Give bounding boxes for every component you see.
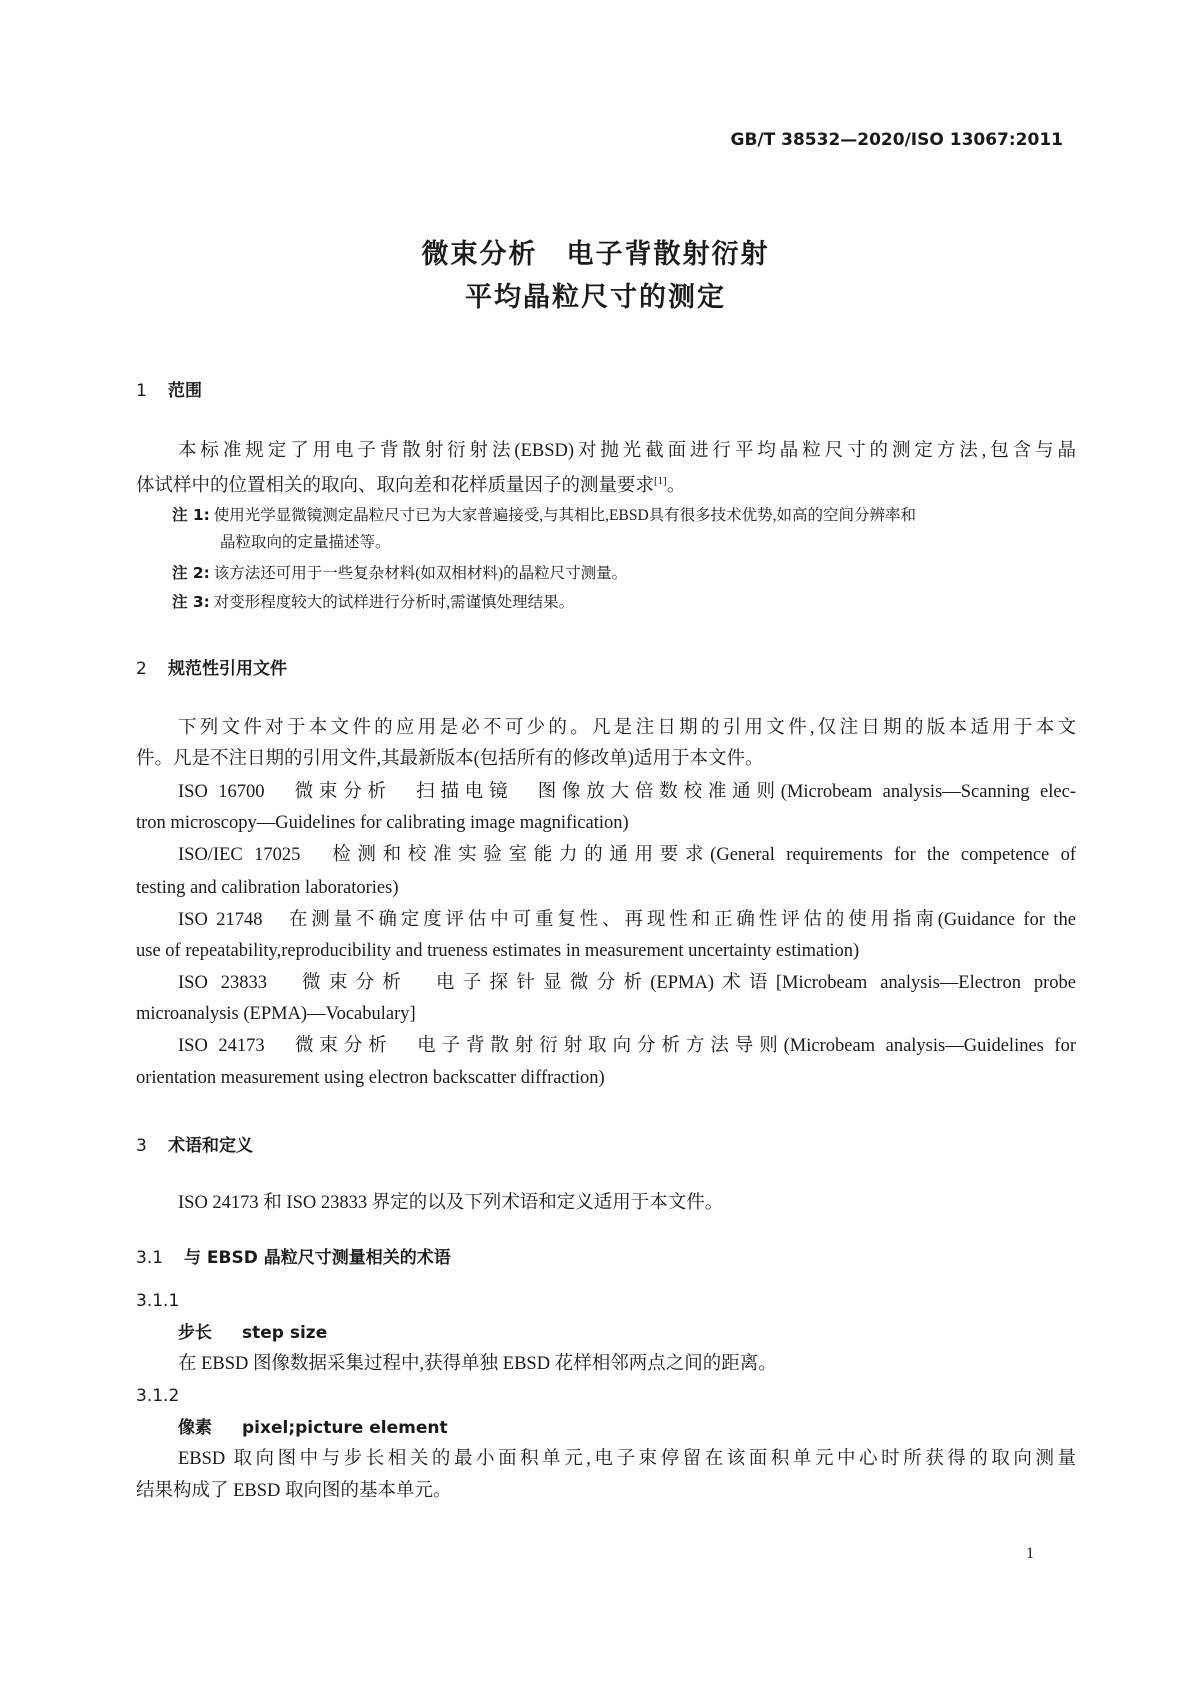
reference-iso-16700-cont: tron microscopy—Guidelines for calibrating image magnification) [136,813,629,833]
note-label: 注 1: [172,506,210,524]
note-label: 注 3: [172,593,210,611]
term-step-size [178,1321,327,1345]
section-number: 2 [136,659,147,679]
reference-iso-24173-cont: orientation measurement using electron backscatter diffraction) [136,1068,605,1088]
note-1 [172,503,916,528]
term-definition: 在 EBSD 图像数据采集过程中,获得单独 EBSD 花样相邻两点之间的距离。 [178,1354,777,1374]
normative-intro-line: 件。凡是不注日期的引用文件,其最新版本(包括所有的修改单)适用于本文件。 [136,749,764,769]
section-1-heading [136,376,202,401]
scope-paragraph-text: 体试样中的位置相关的取向、取向差和花样质量因子的测量要求 [136,476,655,497]
section-3-heading [136,1131,253,1156]
term-en: pixel;picture element [242,1418,448,1438]
term-definition-cont: 结果构成了 EBSD 取向图的基本单元。 [136,1481,452,1501]
scope-paragraph-end: 。 [666,476,686,497]
term-definition: EBSD 取向图中与步长相关的最小面积单元,电子束停留在该面积单元中心时所获得的取向测量 [178,1449,1076,1469]
term-zh: 像素 [178,1418,212,1438]
page-number: 1 [1026,1545,1034,1562]
scope-paragraph-line: 本标准规定了用电子背散射衍射法(EBSD)对抛光截面进行平均晶粒尺寸的测定方法,包含与晶 [178,441,1076,461]
reference-marker: [1] [654,475,667,487]
reference-iso-iec-17025-cont: testing and calibration laboratories) [136,878,399,898]
reference-iso-21748: ISO 21748 在测量不确定度评估中可重复性、再现性和正确性评估的使用指南(Guidance for the [178,910,1076,930]
subsection-number: 3.1 [136,1248,164,1268]
reference-iso-21748-cont: use of repeatability,reproducibility and trueness estimates in measurement uncertainty estimation) [136,941,860,961]
title-line-1: 微束分析 电子背散射衍射 [421,239,770,270]
section-title: 规范性引用文件 [168,659,287,679]
reference-iso-16700: ISO 16700 微束分析 扫描电镜 图像放大倍数校准通则(Microbeam analysis—Scanning elec- [178,782,1076,802]
note-text: 使用光学显微镜测定晶粒尺寸已为大家普遍接受,与其相比,EBSD具有很多技术优势,如高的空间分辨率和 [213,507,917,524]
reference-iso-24173: ISO 24173 微束分析 电子背散射衍射取向分析方法导则(Microbeam analysis—Guidelines for [178,1036,1076,1056]
subsection-3-1-heading [136,1243,451,1268]
term-pixel [178,1416,448,1440]
subsection-title: 与 EBSD 晶粒尺寸测量相关的术语 [184,1248,451,1268]
reference-iso-iec-17025: ISO/IEC 17025 检测和校准实验室能力的通用要求(General requirements for the competence of [178,845,1076,865]
section-number: 3 [136,1136,147,1156]
normative-intro-line: 下列文件对于本文件的应用是必不可少的。凡是注日期的引用文件,仅注日期的版本适用于本文 [178,718,1076,738]
section-number: 1 [136,381,147,401]
note-3 [172,590,574,615]
title-line-2: 平均晶粒尺寸的测定 [465,282,726,313]
section-2-heading [136,654,287,679]
scope-paragraph-line [136,469,685,498]
note-1-cont: 晶粒取向的定量描述等。 [220,534,391,551]
term-zh: 步长 [178,1323,212,1343]
reference-iso-23833-cont: microanalysis (EPMA)—Vocabulary] [136,1004,416,1024]
term-en: step size [242,1323,328,1343]
term-number: 3.1.1 [136,1291,180,1311]
reference-iso-23833: ISO 23833 微束分析 电子探针显微分析(EPMA)术语[Microbeam analysis—Electron probe [178,973,1076,993]
note-label: 注 2: [172,564,210,582]
note-text: 对变形程度较大的试样进行分析时,需谨慎处理结果。 [213,594,575,611]
standard-code: GB/T 38532—2020/ISO 13067:2011 [730,130,1063,150]
terms-intro: ISO 24173 和 ISO 23833 界定的以及下列术语和定义适用于本文件。 [178,1193,724,1213]
section-title: 术语和定义 [168,1136,253,1156]
term-number: 3.1.2 [136,1386,180,1406]
note-2 [172,561,627,586]
note-text: 该方法还可用于一些复杂材料(如双相材料)的晶粒尺寸测量。 [213,565,628,582]
section-title: 范围 [168,381,202,401]
